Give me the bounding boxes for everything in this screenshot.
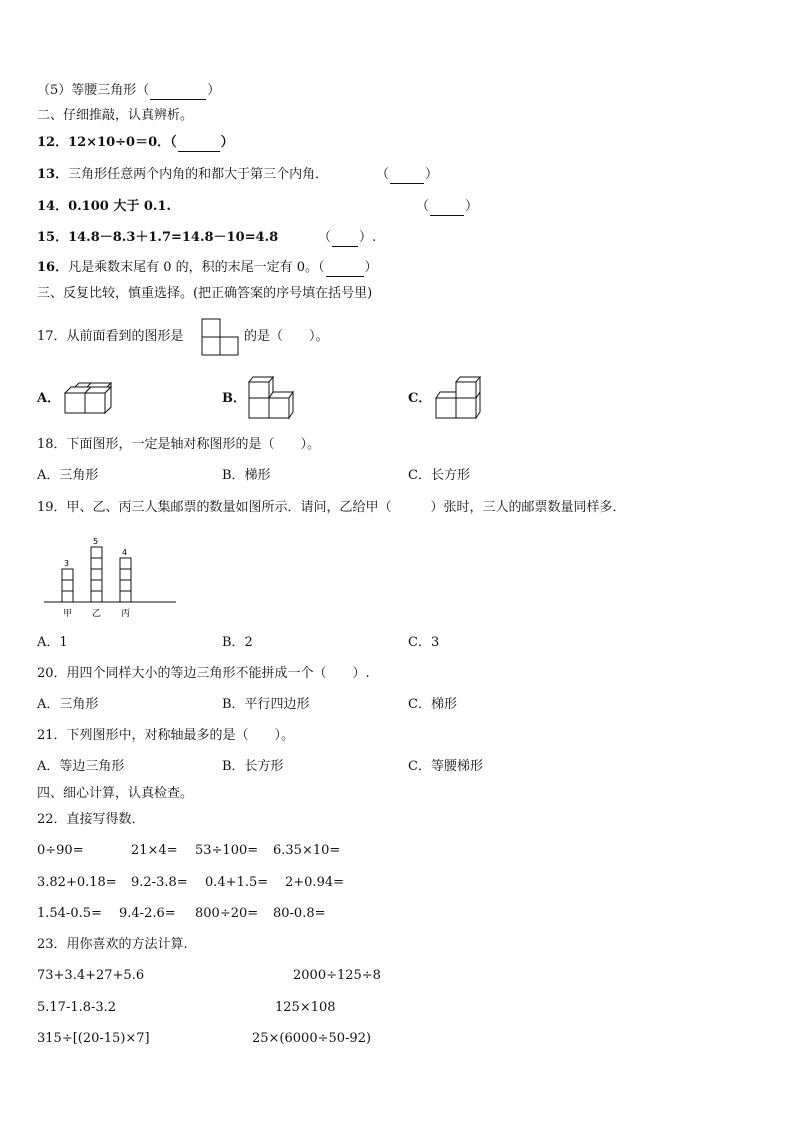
category-label: 甲 <box>63 609 73 619</box>
bar-value-label: 3 <box>64 559 70 568</box>
stamp-cell <box>120 580 131 591</box>
calc-item: 9.4-2.6= <box>119 906 176 921</box>
calc-item: 800÷20= <box>195 906 259 921</box>
stamp-count-chart <box>44 528 176 620</box>
answer-blank[interactable] <box>178 139 220 152</box>
calc-item: 3.82+0.18= <box>37 875 117 890</box>
calc-item: 53÷100= <box>195 843 259 858</box>
option-c-cubes <box>434 376 480 422</box>
answer-blank[interactable] <box>332 234 358 247</box>
answer-blank[interactable] <box>430 203 464 216</box>
answer-blank[interactable] <box>150 87 206 100</box>
calc-item: 0.4+1.5= <box>205 875 269 890</box>
item-5: （5）等腰三角形（ ） <box>37 83 221 98</box>
question-14-blank: （ ） <box>416 199 479 214</box>
question-20-stem: 20．用四个同样大小的等边三角形不能拼成一个（ ）. <box>37 666 370 681</box>
question-21-stem: 21．下列图形中，对称轴最多的是（ ）。 <box>37 728 295 743</box>
section-three-heading: 三、反复比较，慎重选择。(把正确答案的序号填在括号里) <box>37 286 373 301</box>
option-c[interactable]: C．等腰梯形 <box>408 759 483 774</box>
question-15-blank: （ ）. <box>318 230 377 245</box>
bar-value-label: 5 <box>93 537 99 546</box>
calc-item: 5.17-1.8-3.2 <box>37 1000 117 1015</box>
option-c[interactable]: C．梯形 <box>408 697 457 712</box>
question-22-stem: 22．直接写得数． <box>37 812 145 827</box>
question-13-blank: （ ） <box>376 167 439 182</box>
question-17-stem-end: 的是（ ）。 <box>244 329 329 344</box>
calc-item: 80-0.8= <box>273 906 326 921</box>
calc-item: 73+3.4+27+5.6 <box>37 968 145 983</box>
front-view-figure <box>201 318 241 356</box>
option-b-label[interactable]: B． <box>222 391 246 406</box>
question-19-stem: 19．甲、乙、丙三人集邮票的数量如图所示．请问，乙给甲（ ）张时，三人的邮票数量同样多． <box>37 500 626 515</box>
stamp-cell <box>120 591 131 602</box>
question-12: 12．12×10÷0＝0．（ ） <box>37 135 234 150</box>
question-16: 16．凡是乘数末尾有 0 的，积的末尾一定有 0。（ ） <box>37 260 378 275</box>
option-c-label[interactable]: C． <box>408 391 432 406</box>
question-18-stem: 18．下面图形，一定是轴对称图形的是（ ）。 <box>37 437 321 452</box>
question-23-stem: 23．用你喜欢的方法计算. <box>37 937 188 952</box>
section-four-heading: 四、细心计算，认真检查。 <box>37 786 194 801</box>
calc-item: 125×108 <box>275 1000 336 1015</box>
stamp-cell <box>91 591 102 602</box>
option-b-cubes <box>247 376 293 422</box>
calc-item: 0÷90= <box>37 843 84 858</box>
option-a[interactable]: A．三角形 <box>37 468 99 483</box>
calc-item: 315÷[(20-15)×7] <box>37 1031 150 1046</box>
option-a[interactable]: A．三角形 <box>37 697 99 712</box>
calc-item: 6.35×10= <box>273 843 341 858</box>
option-b[interactable]: B．平行四边形 <box>222 697 310 712</box>
calc-item: 21×4= <box>131 843 178 858</box>
stamp-cell <box>120 569 131 580</box>
option-c[interactable]: C．长方形 <box>408 468 470 483</box>
question-14: 14．0.100 大于 0.1. <box>37 199 171 214</box>
stamp-cell <box>91 580 102 591</box>
stamp-cell <box>91 569 102 580</box>
question-13: 13．三角形任意两个内角的和都大于第三个内角． <box>37 167 329 182</box>
option-a-label[interactable]: A． <box>37 391 61 406</box>
stamp-cell <box>91 547 102 558</box>
option-c[interactable]: C．3 <box>408 635 440 650</box>
option-a[interactable]: A．等边三角形 <box>37 759 125 774</box>
option-b[interactable]: B．梯形 <box>222 468 271 483</box>
stamp-cell <box>62 591 73 602</box>
calc-item: 9.2-3.8= <box>131 875 188 890</box>
calc-item: 25×(6000÷50-92) <box>252 1031 372 1046</box>
calc-item: 2000÷125÷8 <box>293 968 381 983</box>
calc-item: 1.54-0.5= <box>37 906 102 921</box>
section-two-heading: 二、仔细推敲，认真辨析。 <box>37 108 194 123</box>
option-a[interactable]: A．1 <box>37 635 68 650</box>
question-17-stem: 17．从前面看到的图形是 <box>37 329 184 344</box>
stamp-cell <box>120 558 131 569</box>
option-a-cubes <box>63 381 111 415</box>
option-b[interactable]: B．长方形 <box>222 759 284 774</box>
question-15: 15．14.8－8.3＋1.7=14.8－10=4.8 <box>37 230 279 245</box>
answer-blank[interactable] <box>326 264 364 277</box>
bar-value-label: 4 <box>122 548 128 557</box>
stamp-cell <box>62 569 73 580</box>
category-label: 乙 <box>92 609 102 619</box>
calc-item: 2+0.94= <box>285 875 345 890</box>
option-b[interactable]: B．2 <box>222 635 253 650</box>
category-label: 丙 <box>121 609 131 619</box>
stamp-cell <box>62 580 73 591</box>
answer-blank[interactable] <box>390 171 424 184</box>
stamp-cell <box>91 558 102 569</box>
